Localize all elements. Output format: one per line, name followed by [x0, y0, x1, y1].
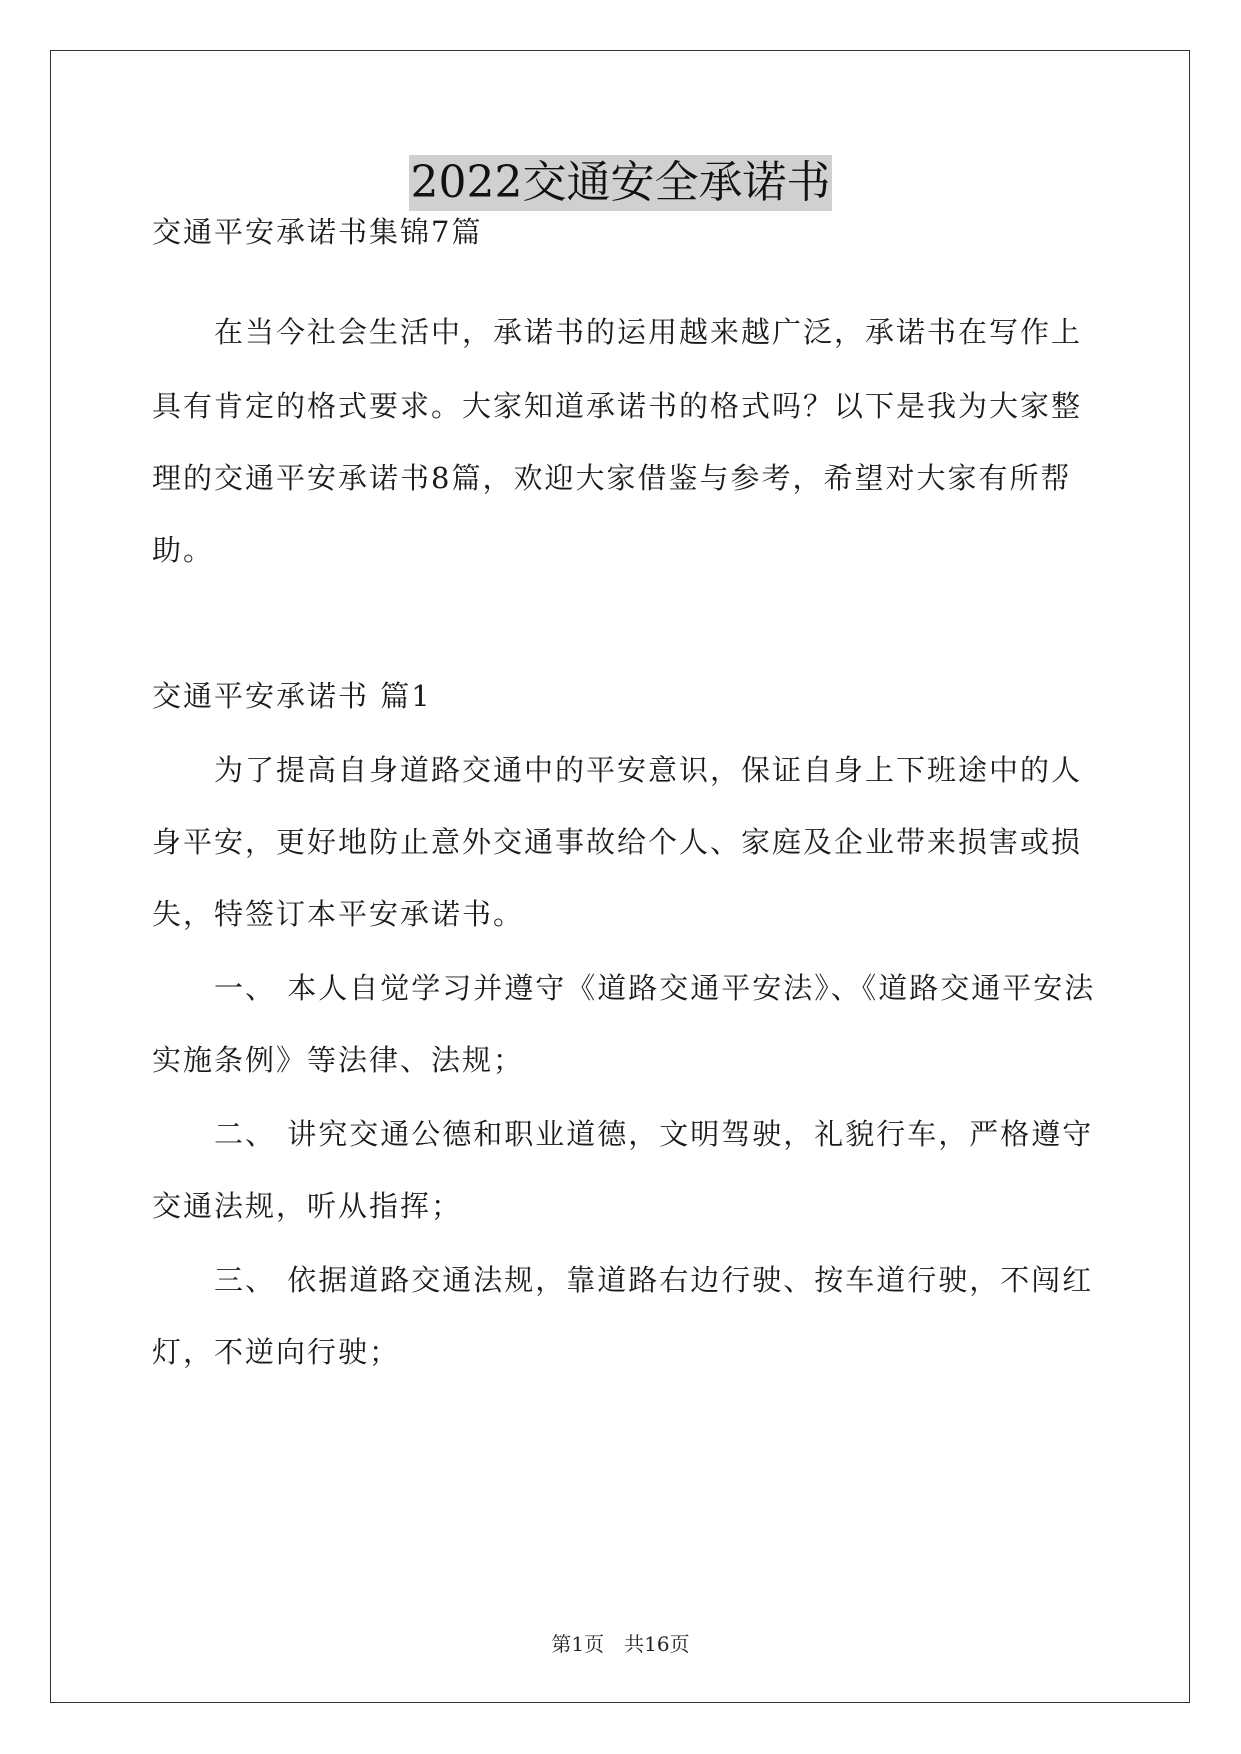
item-2-line-1: 二、 讲究交通公德和职业道德，文明驾驶，礼貌行车，严格遵守	[214, 1117, 1094, 1151]
item-1-line-2: 实施条例》等法律、法规；	[152, 1043, 525, 1077]
page-number-footer: 第1页 共16页	[551, 1632, 690, 1656]
intro-line-3: 理的交通平安承诺书8篇，欢迎大家借鉴与参考，希望对大家有所帮	[152, 461, 1072, 495]
section-para-line-1: 为了提高自身道路交通中的平安意识，保证自身上下班途中的人	[214, 753, 1083, 787]
item-1-line-1: 一、 本人自觉学习并遵守《道路交通平安法》、《道路交通平安法	[214, 971, 1096, 1005]
intro-line-1: 在当今社会生活中，承诺书的运用越来越广泛，承诺书在写作上	[214, 315, 1083, 349]
item-3-line-2: 灯，不逆向行驶；	[152, 1335, 401, 1369]
title-container	[0, 155, 1241, 211]
document-title: 2022交通安全承诺书	[409, 155, 833, 211]
document-subtitle: 交通平安承诺书集锦7篇	[152, 215, 483, 249]
intro-line-2: 具有肯定的格式要求。大家知道承诺书的格式吗？以下是我为大家整	[152, 389, 1083, 423]
intro-line-4: 助。	[152, 533, 215, 567]
page-border	[50, 50, 1190, 1703]
section-para-line-3: 失，特签订本平安承诺书。	[152, 897, 525, 931]
section-heading: 交通平安承诺书 篇1	[152, 679, 432, 713]
item-2-line-2: 交通法规，听从指挥；	[152, 1189, 463, 1223]
section-para-line-2: 身平安，更好地防止意外交通事故给个人、家庭及企业带来损害或损	[152, 825, 1083, 859]
item-3-line-1: 三、 依据道路交通法规，靠道路右边行驶、按车道行驶，不闯红	[214, 1263, 1094, 1297]
